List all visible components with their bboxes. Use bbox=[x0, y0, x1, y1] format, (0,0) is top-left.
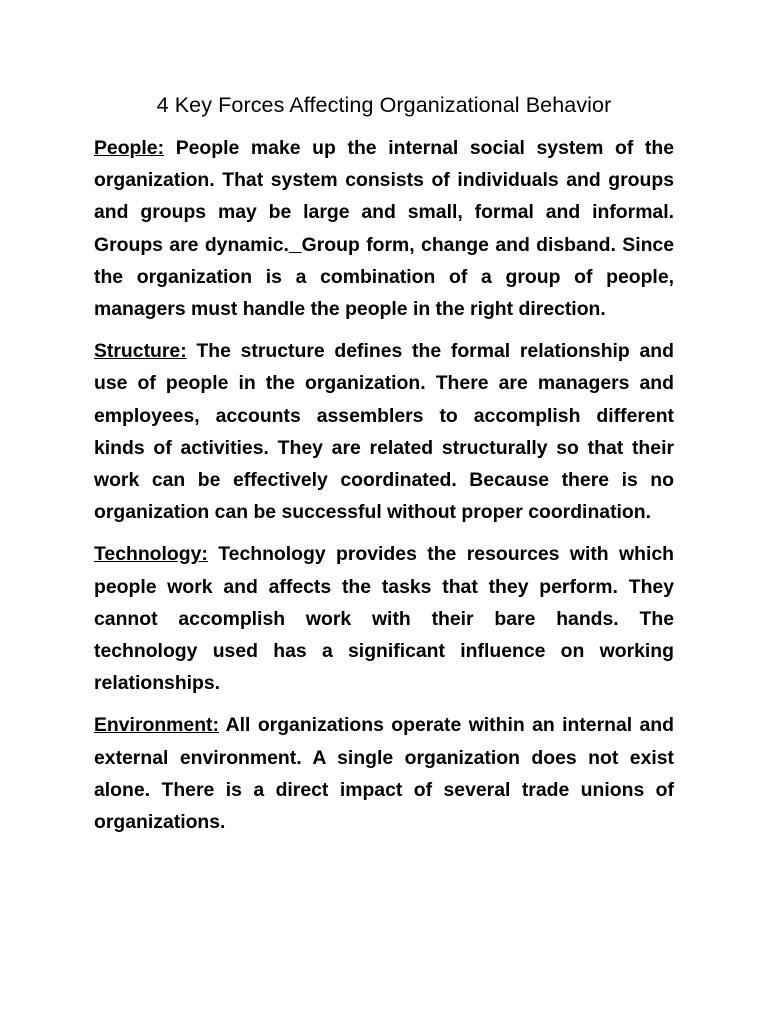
section-people bbox=[94, 132, 674, 325]
document-title: 4 Key Forces Affecting Organizational Behavior bbox=[156, 93, 612, 117]
section-text-people-part2: Group form, change and disband. Since the organization is a combination of a group of people, managers must handle the people in the right direction. bbox=[94, 233, 675, 321]
section-text-people-part1: People make up the internal social system of the organization. That system consists of individuals and groups and groups may be large and small, formal and informal. Groups are dynamic. bbox=[94, 137, 675, 256]
section-environment bbox=[94, 709, 674, 838]
underlined-gap bbox=[289, 234, 302, 256]
section-label-structure: Structure: bbox=[94, 340, 187, 363]
section-text-environment: All organizations operate within an internal and external environment. A single organization does not exist alone. There is a direct impact of several trade unions of organizations. bbox=[94, 714, 674, 834]
document-page bbox=[94, 88, 674, 848]
section-label-technology: Technology: bbox=[94, 543, 208, 566]
section-technology bbox=[94, 538, 674, 699]
section-structure bbox=[94, 335, 674, 528]
section-text-technology: Technology provides the resources with which people work and affects the tasks that they perform. They cannot accomplish work with their bare hands. The technology used has a significant influence on working relationships. bbox=[94, 543, 674, 695]
section-label-people: People: bbox=[94, 137, 165, 159]
section-text-structure: The structure defines the formal relationship and use of people in the organization. There are managers and employees, accounts assemblers to accomplish different kinds of activities. They are related structurally so that their work can be effectively coordinated. Because there is no organization can be successful without proper coordination. bbox=[94, 340, 674, 524]
section-label-environment: Environment: bbox=[94, 714, 219, 737]
